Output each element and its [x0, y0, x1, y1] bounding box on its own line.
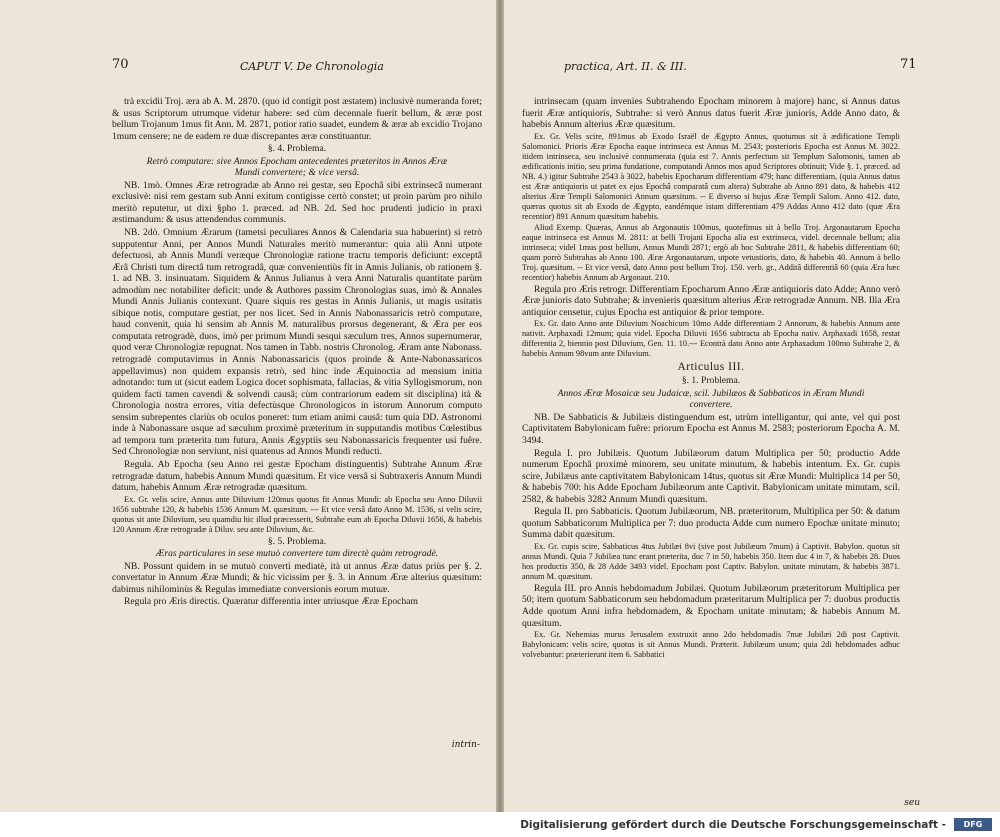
catchword: seu	[904, 798, 920, 808]
section-heading: §. 5. Problema.	[267, 535, 327, 547]
running-head-title: CAPUT V. De Chronologia	[240, 60, 384, 73]
digitization-footer	[0, 812, 1000, 837]
right-page	[504, 0, 1000, 812]
example-paragraph: Ex. Gr. dato Anno ante Diluvium Noachicum 10mo Adde differentiam 2 Annorum, & habebis Annum ante nativit. Arphaxadi 12mum; quia videl. Epocha Diluvii 1656 subtracta ab Epocha nativ. Arphaxadi 1658, restat differentia 2, biennio post Diluvium, Gen. 11. 10.--- Econtrà dato Anno ante Arphaxadum 100mo Subtrahe 2, & habebis Annum 98vum ante Diluvium.	[522, 319, 900, 359]
section-heading: §. 4. Problema.	[267, 143, 327, 155]
page-number: 71	[900, 57, 917, 72]
paragraph: NB. 1mò. Omnes Æræ retrogradæ ab Anno rei gestæ, seu Epochâ sibi extrinsecâ numerant exclusivè: nisi rem gestam sub Anni exitum contigisse certò constet; ut proin parùm pro nihilo meritò reputetur, ut dixi §pho 1. præced. ad NB. 2d. Sed hoc prudenti judicio in praxi æstimandum: & usus attendendus communis.	[112, 179, 482, 226]
paragraph: intrinsecam (quam invenies Subtrahendo Epocham minorem à majore) hanc, si Annus datus fuerit Æræ antiquioris, Subtrahe: si verò Annus datus fuerit Æræ junioris, Adde Anno dato, & habebis Annum alterius Æræ quæsitum.	[522, 96, 900, 131]
page-number: 70	[112, 57, 129, 72]
example-paragraph: Ex. Gr. Nehemias murus Jerusalem exstruxit anno 2do hebdomadis 7mæ Jubilæi 2di post Captivit. Babylonicam: velis scire, quotus is sit Annus Mundi. Præterit. Jubilæum unum; quia 2di hebdomades adhuc volvebantur: præterierunt item 6. Sabbatici	[522, 630, 900, 660]
example-paragraph: Ex. Gr. velis scire, Annus ante Diluvium 120mus quotus fit Annus Mundi: ab Epocha seu Anno Diluvii 1656 subtrahe 120, & habebis 1536 Annum M. quæsitum. --- Et vice versâ dato Anno M. 1536, si velis scire, quotus sit ante Diluvium, seu quamdiu hic illud præcesserit, Subtrahe eum ab Epocha Diluvii 1656, & habebis 120 Annum Æræ retrogradæ à Diluv. seu ante Diluvium, &c.	[112, 494, 482, 534]
left-page	[0, 0, 496, 812]
paragraph: Regula II. pro Sabbaticis. Quotum Jubilæorum, NB. præteritorum, Multiplica per 50: & datum quotum Sabbaticorum Multiplica per 7: duo producta Adde cum numero Epochæ unitate minuto; Summa dabit quæsitum.	[522, 506, 900, 541]
dfg-logo: DFG	[954, 818, 992, 831]
article-heading: Articulus III.	[677, 361, 745, 374]
paragraph: NB. De Sabbaticis & Jubilæis distinguendum est, utrùm intelligantur, qui ante, vel qui post Captivitatem Babylonicam fuêre: priorum Epocha est Annus M. 2583; posteriorum Epocha A. M. 3494.	[522, 411, 900, 447]
example-paragraph: Aliud Exemp. Quæras, Annus ab Argonautis 100mus, quotefimus sit à bello Troj. Argonautarum Epocha eaque intrinseca est Annus M. 2811: at belli Trojani Epocha alia est extrinseca, videl. decennale bellum; alia intrinseca; videl 1mus post bellum, Annus Mundi 2871; ergò ab hoc Subtrahe 2811, & habebis differentiam 60; quam porrò Subtrahas ab Anno 100. Æræ Argonautarum, utpote vetustioris, dato, & habebis 40. Annum à bello Troj. quæsitum. -- Et vice versâ, dato Anno post bellum Troj. 150. verb. gr., Additâ differentiâ 60 (quia Æra hæc recentior) habebis Annum ab Argonaut. 210.	[522, 222, 900, 282]
section-heading: §. 1. Problema.	[681, 375, 741, 387]
left-running-head	[0, 57, 496, 82]
example-paragraph: Ex. Gr. Velis scire, 891mus ab Exodo Israël de Ægypto Annus, quotumus sit à ædificatione Templi Salomonici. Prioris Æræ Epocha eaque intrinseca est Annus M. 2543; posterioris Epocha est Annus M. 3022. itidem intrinseca, seu inclusivè connumerata (quia est 7. Annis perfectum sit Templum Salomonis, tamen ab ædificationis initio, seu prima fundatione, computandi Annos mos apud Scriptores obtinuit; Vide §. 1. præced. ad NB. 4.) igitur Subtrahe 2543 à 3022, habebis Epocharum differentiam 479; hanc differentiam, (quia Annus datus est Æræ antiquioris ut patet ex ejus Epochâ comparatâ cum altera) Subtrahe ab Anno 891 dato, & habebis 412 alterius Æræ Templi Salomonici Annum quæsitum. -- E diverso si hujus Æræ Templi Salom. Anno 412. dato, quæras quotus sit ab Exodo de Ægypto, eandémque istam differentiam 479 Addas Anno 412 dato (quæ Æra recentior) 891 Annum quæsitum habebis.	[522, 131, 900, 221]
paragraph: NB. Possunt quidem in se mutuò converti mediatè, ità ut annus Æræ datus priùs per §. 2. convertatur in Annum Æræ Mundi; & hic vicissim per §. 3. in Annum Æræ alterius quæsitum: dabimus nihilominùs & Regulas immediatæ conversionis eorum mutuæ.	[112, 560, 482, 595]
right-body-text	[522, 96, 900, 661]
book-gutter	[496, 0, 504, 812]
problem-statement: Annos Æræ Mosaicæ seu Judaicæ, scil. Jubilæos & Sabbaticos in Æram Mundi convertere.	[557, 387, 865, 411]
problem-statement: Æras particulares in sese mutuò convertere tam directè quàm retrogradè.	[155, 548, 439, 560]
paragraph: Regula III. pro Annis hebdomadum Jubilæi. Quotum Jubilæorum præteritorum Multiplica per 50; item quotum Sabbaticorum seu hebdomadum præteritarum Multiplica per 7: duobus productis Adde quotum Anni infra hebdomadem, & Epocham unitate minutam; & habebis Annum M. quæsitum.	[522, 582, 900, 629]
problem-statement: Retrò computare: sive Annos Epocham antecedentes præteritos in Annos Æræ Mundi convertere; & vice versâ.	[146, 155, 448, 179]
catchword: intrin-	[451, 740, 480, 750]
left-body-text	[112, 96, 482, 609]
paragraph: NB. 2dò. Omnium Ærarum (tametsi peculiares Annos & Calendaria sua habuerint) si retrò supputentur Anni, per Annos Mundi Naturales meritò numerantur: quia alii Anni utpote defectuosi, ab Annis Mundi veræque Chronologiæ ratione tractu temporis deficiunt: exceptâ Ærâ Christi tum directâ tum retrogradâ, quæ convenientiùs fit in Annis Julianis, ob rationem §. 1. ad NB. 3. insinuatam. Siquidem & Annus Julianus à vera Anni Naturalis quantitate parùm admodùm nec notabiliter deficit: unde & Authores passim Chronologias suas, imò & Annales Mundi Annis Julianis contexunt. Quare siquis res gestas in Annis Julianis, ut magis usitatis sibique notis, computare gestiat, per nos licet. Sed in Annis Nabonassaricis retrò computare, haud convenit, quia hi sensim ab Annis M. naturalibus prorsus degenerant, & Æra per eos computata retrogradè, duos, imò per primum Mundi sesqui sæculum tres, Annos supernumerar, quod veræ Chronologiæ repugnat. Nos tamen in Tabb. nostris Chronolog. Æram ante Nabonass. retrogradè computavimus in Annis Nabonassaricis (quos proinde & Ante-Nabonassaricos appellavimus) non quidem expansis retrò, sed hinc inde Æquinoctia ad mensium initia adnotando: tum ut (sicut eadem Logica docet sophismata, fallacias, & vitia Syllogismorum, non quidem facti tamen cavendi & solvendi causâ; cùm contrariorum eadem sit disciplina) ità & Chronologia nostra errores, vitia defectùsque Chronologicos in istorum Annorum computo sensim subrepentes clariùs ob oculos poneret: tum etiam animi causâ: tum quia DD. Astronomi inde à Nabonassare usque ad sæculum proximè præteritum in supputandis motibus Cœlestibus ad tempora tum præterita tum futura, Annis Ægyptiis seu Nabonassaricis frequenter usi fuêre. Sed Chronologiæ non serviunt, nisi quatenus ad Annos Mundi reducti.	[112, 227, 482, 458]
right-running-head	[504, 57, 1000, 82]
running-head-title: practica, Art. II. & III.	[564, 60, 687, 73]
funding-note: Digitalisierung gefördert durch die Deutsche Forschungsgemeinschaft -	[520, 819, 946, 831]
example-paragraph: Ex. Gr. cupis scire, Sabbaticus 4tus Jubilæi 8vi (sive post Jubilæum 7mum) à Captivit. Babylon. quotus sit annus Mundi. Quia 7 Jubilæa tunc erant præterita, duc 7 in 50, habebis 350. Item duc 4 in 7, & habebis 28. Duos hos productis 350, & 28 Adde 3493 videl. Epocham post Captiv. Babylon. unitate minutam, & habebis 3871. annum M. quæsitum.	[522, 541, 900, 581]
paragraph: Regula pro Æris directis. Quæratur differentia inter utriusque Æræ Epocham	[124, 596, 418, 608]
paragraph: Regula pro Æris retrogr. Differentiam Epocharum Anno Æræ antiquioris dato Adde; Anno verò Æræ junioris dato Subtrahe; & invenieris quæsitum alterius Æræ retrogradæ Annum. NB. Illa Æra antiquior censetur, cujus Epocha est antiquior & prior tempore.	[522, 283, 900, 318]
paragraph: trà excidii Troj. æra ab A. M. 2870. (quo id contigit post æstatem) inclusivè numeranda foret; & usus Scriptorum utrumque videtur habere: sed cùm decennale fuerit bellum, & æræ post bellum Trojanum 1mus fit Ann. M. 2871, potior ratio suadet, eundem & æræ ab excidio Trojano 1mum censere; ne de eadem re duæ discrepantes æræ constituantur.	[112, 96, 482, 142]
paragraph: Regula I. pro Jubilæis. Quotum Jubilæorum datum Multiplica per 50; productio Adde numerum Epochâ proximè minorem, seu unitate minutum, & habebis intentum. Ex. Gr. cupis scire, Jubilæus ante captivitatem Babylonicam 14tus, quotus sit Æræ Mundi: Multiplica 14 per 50, & habebis 700: his Adde Epocham Jubilæorum ante Captivit. Babylonicam unitate minutam, scil. 2582, & habebis 3282 Annum Mundi quæsitum.	[522, 447, 900, 505]
paragraph: Regula. Ab Epocha (seu Anno rei gestæ Epocham distinguentis) Subtrahe Annum Æræ retrogradæ datum, habebis Annum Mundi quæsitum. Et vice versâ si Subtraxeris Annum Mundi datum, habebis Annum Æræ retrogradæ quæsitum.	[112, 458, 482, 494]
